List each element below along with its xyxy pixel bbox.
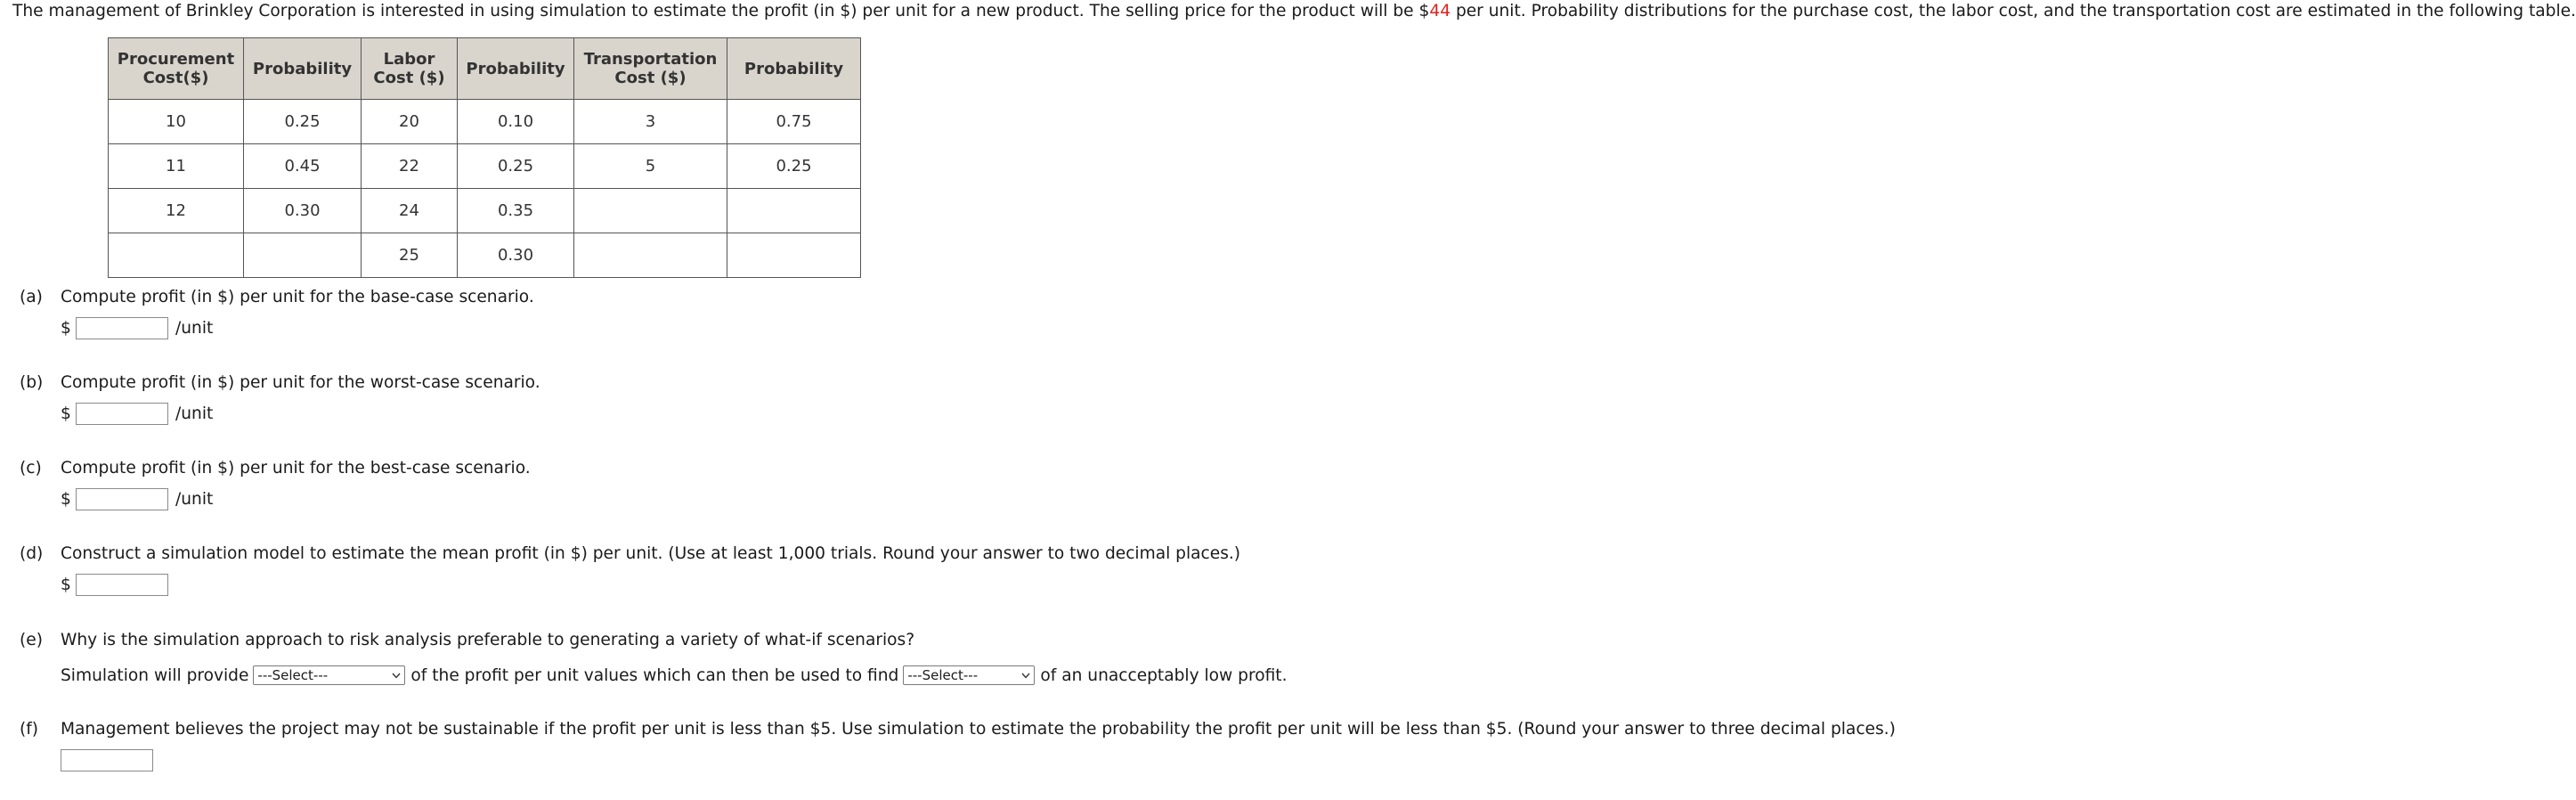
chevron-down-icon [392,671,401,680]
chevron-down-icon [1021,671,1030,680]
question-c [20,459,531,478]
sentence-start: Simulation will provide [61,665,249,685]
sentence-end: of an unacceptably low profit. [1040,665,1288,685]
table-cell: 20 [362,100,458,144]
selling-price: 44 [1429,2,1451,20]
unit-label: /unit [175,490,214,509]
question-text: Compute profit (in $) per unit for the worst-case scenario. [61,373,540,392]
table-cell: 3 [574,100,727,144]
currency-symbol: $ [61,490,71,509]
select-value: ---Select--- [257,667,329,683]
unit-label: /unit [175,319,214,338]
table-cell [244,233,362,278]
part-label: (f) [20,720,39,739]
header-procurement-probability: Probability [244,38,362,100]
currency-symbol: $ [61,319,71,338]
question-b [20,373,540,392]
question-text: Compute profit (in $) per unit for the best-case scenario. [61,459,531,478]
table-cell: 22 [362,144,458,189]
question-e [20,631,914,649]
table-cell: 25 [362,233,458,278]
currency-symbol: $ [61,576,71,594]
currency-symbol: $ [61,404,71,423]
table-cell: 0.25 [244,100,362,144]
answer-input-a[interactable] [76,317,168,339]
table-row [109,100,861,144]
unit-label: /unit [175,404,214,423]
table-cell: 5 [574,144,727,189]
table-cell: 0.25 [727,144,861,189]
answer-row-a [61,317,213,339]
problem-intro [12,2,2576,21]
part-label: (d) [20,544,44,563]
header-procurement-cost: Procurement Cost($) [109,38,244,100]
answer-row-c [61,488,213,510]
part-label: (a) [20,288,43,306]
table-cell: 0.25 [458,144,574,189]
table-row [109,233,861,278]
table-row [109,189,861,233]
question-text: Construct a simulation model to estimate the mean profit (in $) per unit. (Use at least 1,000 trials. Round your answer to two decimal places.) [61,544,1241,563]
answer-row-e [61,665,1288,685]
question-f [20,720,1896,739]
intro-text-end: per unit. Probability distributions for the purchase cost, the labor cost, and the transportation cost are estimated in the following table. [1451,2,2576,20]
table-cell: 12 [109,189,244,233]
table-cell [109,233,244,278]
question-a [20,288,534,306]
header-labor-cost: Labor Cost ($) [362,38,458,100]
select-dropdown-2[interactable] [903,665,1035,685]
table-cell: 10 [109,100,244,144]
intro-text: The management of Brinkley Corporation is interested in using simulation to estimate the profit (in $) per unit for a new product. The selling price for the product will be $ [12,2,1430,20]
table-cell: 11 [109,144,244,189]
part-label: (b) [20,373,44,392]
table-cell [727,233,861,278]
table-cell: 24 [362,189,458,233]
answer-input-c[interactable] [76,488,168,510]
question-text: Management believes the project may not be sustainable if the profit per unit is less than $5. Use simulation to estimate the probability the profit per unit will be less than $5. (Round your answer to three decimal places.) [61,720,1896,739]
answer-input-f[interactable] [61,749,153,771]
table-cell [574,189,727,233]
table-cell: 0.45 [244,144,362,189]
question-text: Compute profit (in $) per unit for the base-case scenario. [61,288,534,306]
answer-row-b [61,403,213,425]
probability-table [108,37,861,278]
answer-input-b[interactable] [76,403,168,425]
table-cell: 0.30 [244,189,362,233]
header-transportation-cost: Transportation Cost ($) [574,38,727,100]
table-cell: 0.35 [458,189,574,233]
sentence-middle: of the profit per unit values which can then be used to find [410,665,899,685]
question-text: Why is the simulation approach to risk analysis preferable to generating a variety of what-if scenarios? [61,631,915,649]
select-value: ---Select--- [907,667,979,683]
table-cell [727,189,861,233]
part-label: (c) [20,459,42,478]
answer-row-d [61,574,168,596]
select-dropdown-1[interactable] [253,665,405,685]
table-cell: 0.10 [458,100,574,144]
part-label: (e) [20,631,43,649]
table-cell: 0.30 [458,233,574,278]
answer-input-d[interactable] [76,574,168,596]
question-d [20,544,1240,563]
header-transportation-probability: Probability [727,38,861,100]
header-labor-probability: Probability [458,38,574,100]
answer-row-f [61,749,153,771]
table-row [109,144,861,189]
table-cell [574,233,727,278]
table-cell: 0.75 [727,100,861,144]
